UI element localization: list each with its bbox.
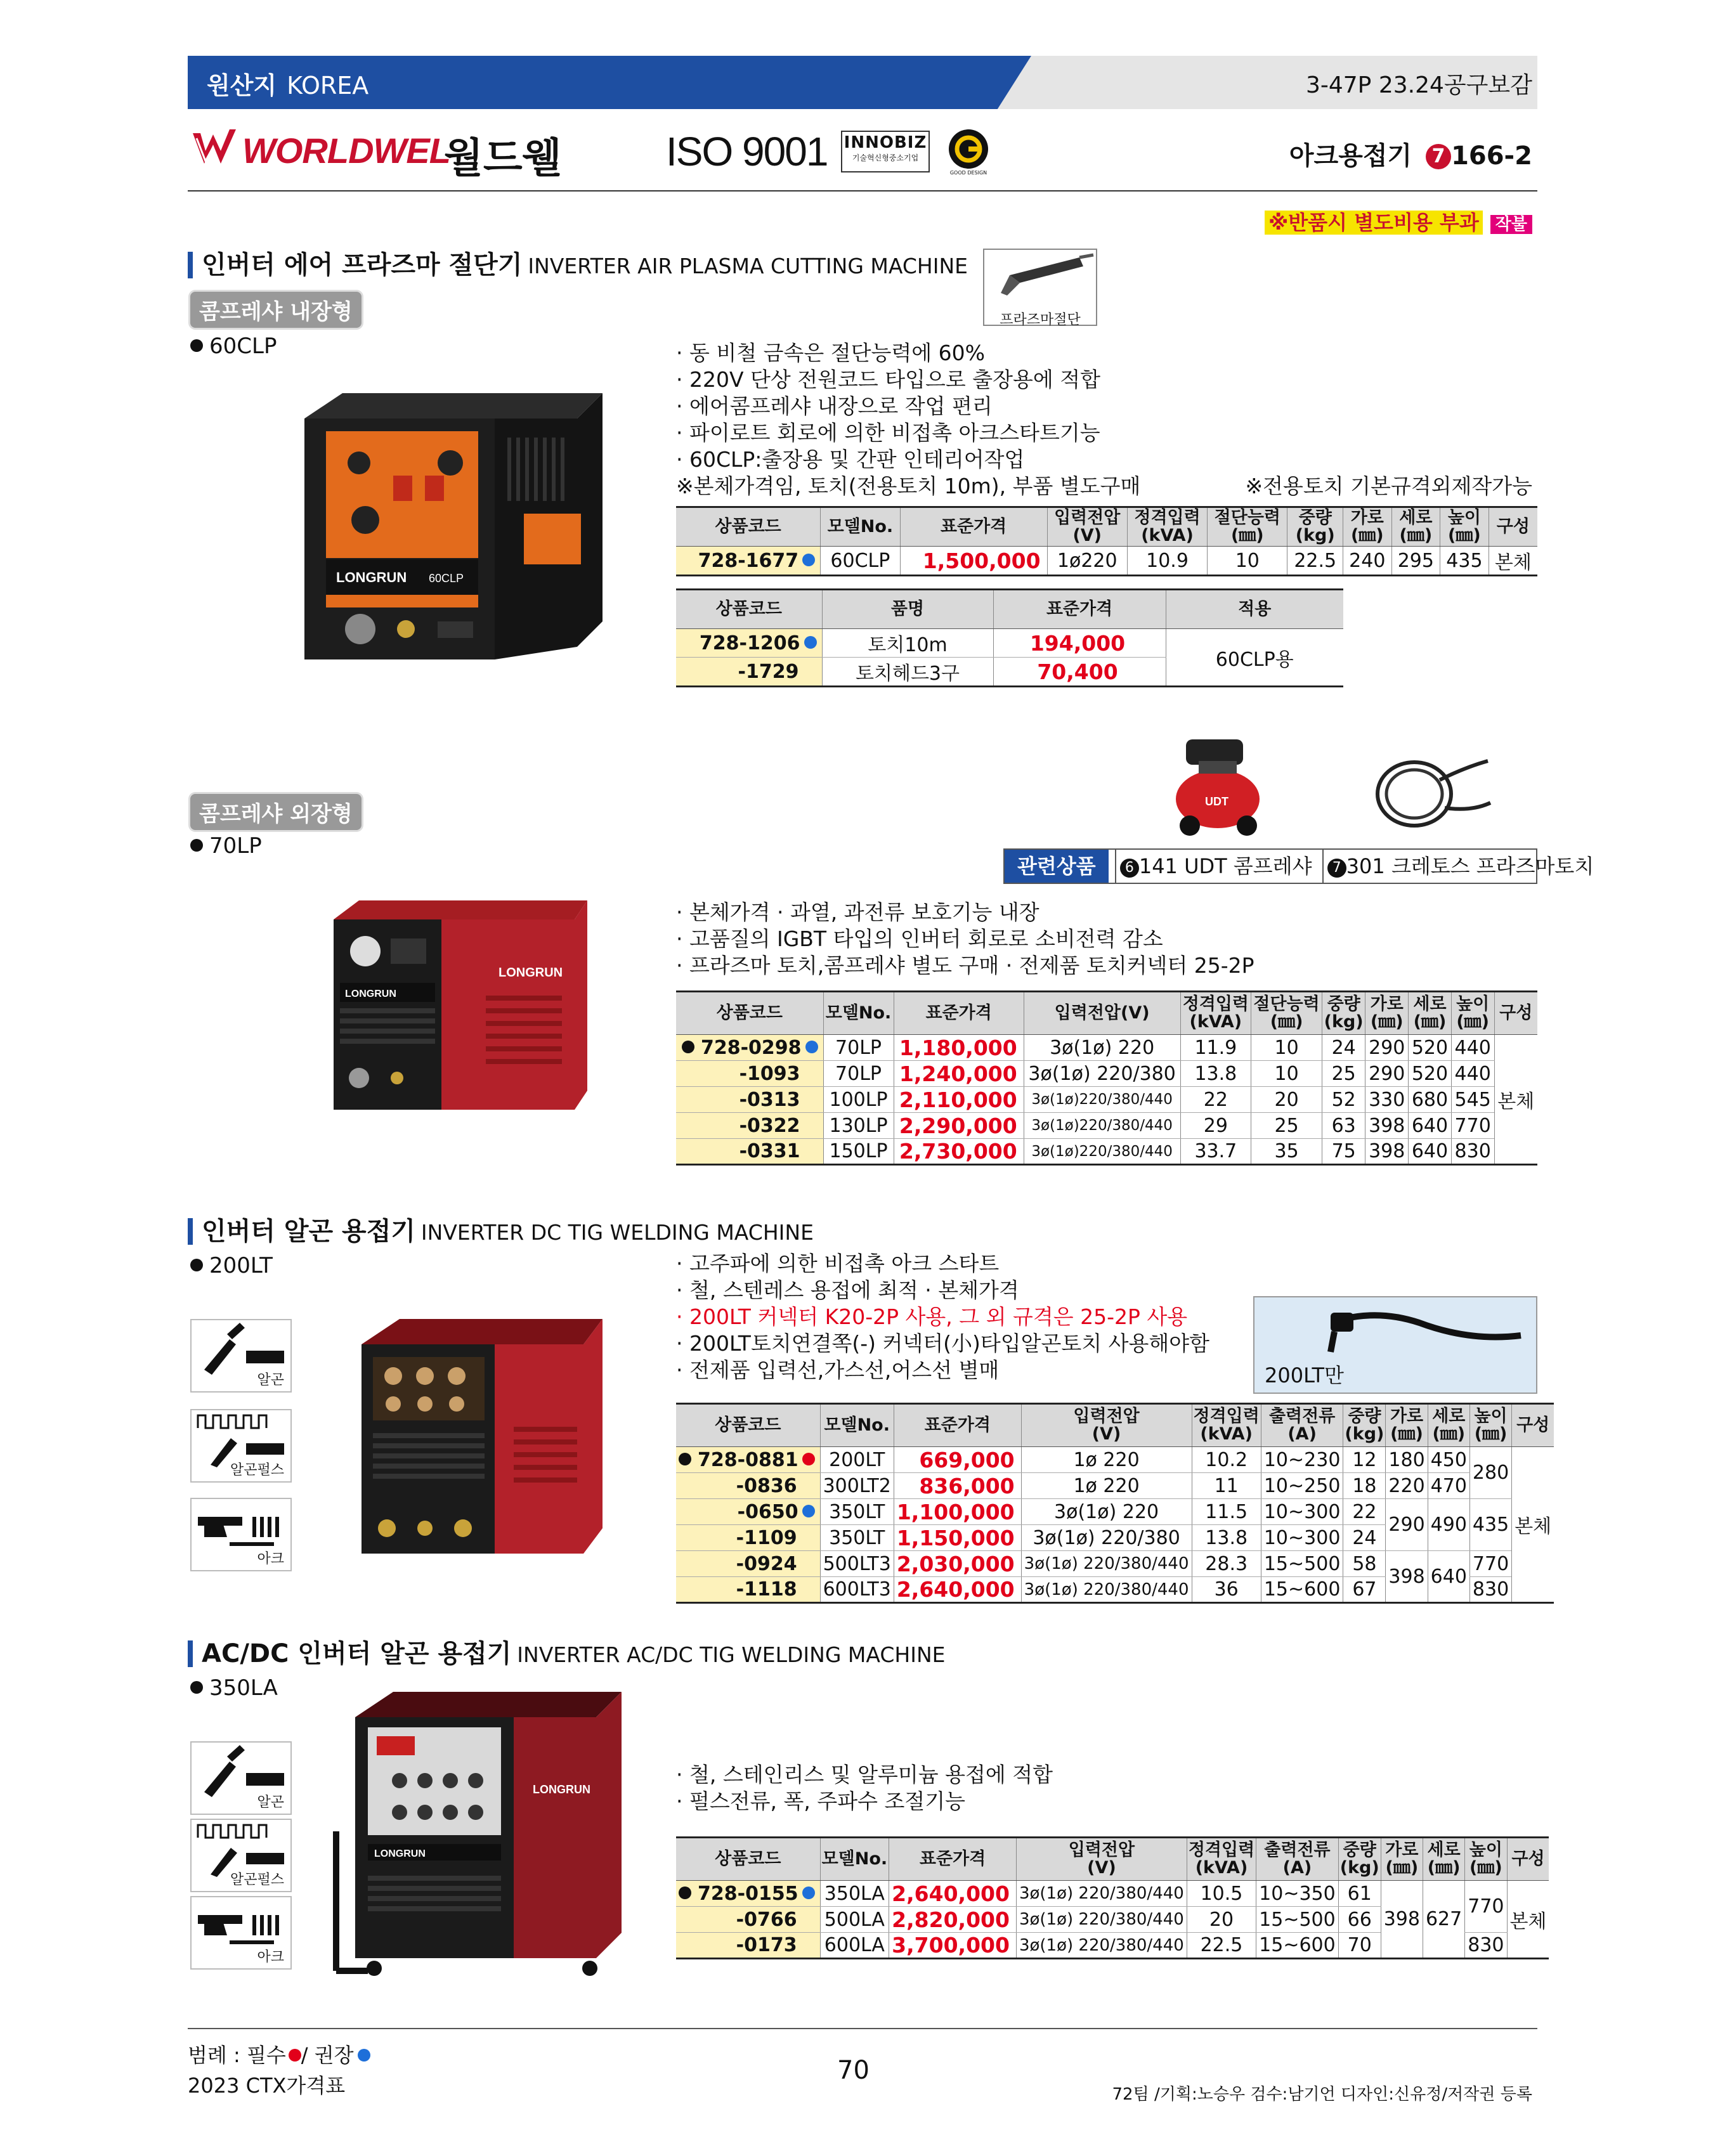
machine-350la-image bbox=[330, 1692, 634, 1977]
icon-box-argon-pulse bbox=[190, 1409, 292, 1483]
features-200lt: · 고주파에 의한 비접촉 아크 스타트 · 철, 스텐레스 용접에 최적 · 본체가격 · 200LT 커넥터 K20-2P 사용, 그 외 규격은 25-2P 사용 · 200LT토치연결쪽(-) 커넥터(小)타입알곤토치 사용해야함 · 전제품 입력선,가스선,어스선 별매 bbox=[676, 1251, 1210, 1382]
icon-box-arc bbox=[190, 1498, 292, 1571]
compressor-image bbox=[1167, 733, 1268, 838]
page-ref: 3-47P 23.24공구보감 bbox=[1305, 72, 1532, 98]
cable-thumbnail-200lt bbox=[1253, 1296, 1537, 1394]
connector-cable-icon bbox=[1254, 1297, 1536, 1367]
credits: 72팀 /기획:노승우 검수:남기언 디자인:신유정/저작권 등록 bbox=[1112, 2085, 1532, 2104]
svg-text:LONGRUN: LONGRUN bbox=[498, 966, 563, 980]
icon-box-argon-pulse-2 bbox=[190, 1819, 292, 1892]
plasma-torch-thumbnail bbox=[983, 249, 1097, 326]
brand-logo: WORLDWEL bbox=[242, 131, 450, 171]
machine-70lp-image bbox=[321, 900, 587, 1122]
table-row: -0313 100LP 2,110,000 3ø(1ø)220/380/440 22 20 52 330 680 545 bbox=[676, 1087, 1537, 1113]
table-row: -0173 600LA 3,700,000 3ø(1ø) 220/380/440 22.5 15~600 70 830 bbox=[676, 1933, 1549, 1959]
category-title: 아크용접기 7 166-2 bbox=[1289, 141, 1532, 171]
return-notice: ※반품시 별도비용 부과 작불 bbox=[1265, 207, 1532, 236]
table-60clp-accessories: 상품코드 품명 표준가격 적용 728-1206 토치10m 194,000 60CLP용 -1729 토치헤드3구 70,400 bbox=[676, 588, 1343, 687]
section-title-dc-tig: 인버터 알곤 용접기 INVERTER DC TIG WELDING MACHINE bbox=[188, 1211, 814, 1247]
icon-box-argon bbox=[190, 1319, 292, 1393]
table-60clp: 상품코드 모델No. 표준가격 입력전압 (V) 정격입력 (kVA) 절단능력 (㎜) 중량 (kg) 가로 (㎜) 세로 (㎜) 높이 (㎜) 구성 728-1677 60CLP 1,500,000 1ø220 10.9 10 22.5 240 295 435 본체 bbox=[676, 506, 1537, 576]
icon-label-argon-pulse: 알곤펄스 bbox=[230, 1872, 284, 1888]
iso-cert: ISO 9001 bbox=[666, 129, 828, 174]
table-row: 728-0155 350LA 2,640,000 3ø(1ø) 220/380/440 10.5 10~350 61 398 627 770 본체 bbox=[676, 1881, 1549, 1907]
catalog-name: 2023 CTX가격표 bbox=[188, 2074, 346, 2098]
table-row: 728-0881 200LT 669,000 1ø 220 10.2 10~230 12 180 450 280 본체 bbox=[676, 1447, 1554, 1473]
table-row: 728-1206 토치10m 194,000 60CLP용 bbox=[676, 629, 1343, 658]
table-row: -1118 600LT3 2,640,000 3ø(1ø) 220/380/440 36 15~600 67 830 bbox=[676, 1577, 1554, 1603]
svg-text:60CLP: 60CLP bbox=[429, 572, 464, 585]
section-title-plasma: 인버터 에어 프라즈마 절단기 INVERTER AIR PLASMA CUTTING MACHINE bbox=[188, 245, 968, 281]
table-row: -0322 130LP 2,290,000 3ø(1ø)220/380/440 29 25 63 398 640 770 bbox=[676, 1113, 1537, 1139]
machine-200lt-image bbox=[342, 1319, 609, 1566]
table-acdc-tig: 상품코드 모델No. 표준가격 입력전압 (V) 정격입력 (kVA) 출력전류 (A) 중량 (kg) 가로 (㎜) 세로 (㎜) 높이 (㎜) 구성 728-0155 350LA 2,640,000 3ø(1ø) 220/380/440 10.5 10~350 61 398 627 770 본체 -0766 500LA 2,820,000 3ø(1ø) 220/380/440 20 15~500 66 -0173 600LA 3,700,000 3ø(1ø) 220/380/440 22.5 15~600 70 830 bbox=[676, 1836, 1549, 1959]
footer-divider bbox=[188, 2028, 1537, 2029]
table-dc-tig: 상품코드 모델No. 표준가격 입력전압 (V) 정격입력 (kVA) 출력전류 (A) 중량 (kg) 가로 (㎜) 세로 (㎜) 높이 (㎜) 구성 728-0881 200LT 669,000 1ø 220 10.2 10~230 12 180 450 280 본체 -0836 300LT2 836,000 1ø 220 11 10~250 18 220 470 -0650 350LT 1,100,000 3ø(1ø) 220 11.5 10~300 22 290 490 435 -1109 350LT 1,150,000 3ø(1ø) 220/380 13.8 10~300 24 -0924 500LT3 2,030,000 3ø(1ø) 220/380/440 28.3 15~500 58 398 640 770 -1118 600LT3 2,640,000 3ø(1ø) 220/380/440 36 15~600 67 830 bbox=[676, 1403, 1554, 1604]
pill-external-compressor: 콤프레샤 외장형 bbox=[190, 794, 362, 830]
machine-60clp-image bbox=[304, 393, 603, 666]
table-row: -0766 500LA 2,820,000 3ø(1ø) 220/380/440 20 15~500 66 bbox=[676, 1907, 1549, 1933]
plasma-torch-label: 프라즈마절단 bbox=[1000, 312, 1081, 328]
model-200lt: 200LT bbox=[190, 1253, 273, 1278]
model-60clp: 60CLP bbox=[190, 334, 277, 359]
icon-label-argon-pulse: 알곤펄스 bbox=[230, 1462, 284, 1478]
worldwel-logo-icon bbox=[190, 126, 238, 171]
svg-text:LONGRUN: LONGRUN bbox=[533, 1783, 590, 1796]
header-divider bbox=[188, 190, 1537, 192]
table-row: 728-0298 70LP 1,180,000 3ø(1ø) 220 11.9 10 24 290 520 440 본체 bbox=[676, 1035, 1537, 1061]
table-row: -0836 300LT2 836,000 1ø 220 11 10~250 18 220 470 bbox=[676, 1473, 1554, 1499]
note-torch-spec: ※전용토치 기본규격외제작가능 bbox=[1245, 474, 1532, 498]
features-350la: · 철, 스테인리스 및 알루미늄 용접에 적합 · 펄스전류, 폭, 주파수 조절기능 bbox=[676, 1762, 1053, 1814]
table-70lp: 상품코드 모델No. 표준가격 입력전압(V) 정격입력 (kVA) 절단능력 (㎜) 중량 (kg) 가로 (㎜) 세로 (㎜) 높이 (㎜) 구성 728-0298 70LP 1,180,000 3ø(1ø) 220 11.9 10 24 290 520 440 본체 -1093 70LP 1,240,000 3ø(1ø) 220/380 13.8 10 25 290 520 440 -0313 100LP 2,110,000 3ø(1ø)220/380/440 22 20 52 330 680 545 -0322 130LP 2,290,000 3ø(1ø)220/380/440 29 25 63 398 640 770 -0331 150LP 2,730,000 3ø(1ø)220/380/440 33.7 35 75 398 640 830 bbox=[676, 990, 1537, 1166]
origin: 원산지 KOREA bbox=[207, 72, 369, 100]
features-70lp: · 본체가격 · 과열, 과전류 보호기능 내장 · 고품질의 IGBT 타입의 인버터 회로로 소비전력 감소 · 프라즈마 토치,콤프레샤 별도 구매 · 전제품 토치커넥터 25-2P bbox=[676, 900, 1254, 978]
plasma-torch-cable-image bbox=[1370, 742, 1497, 837]
svg-text:LONGRUN: LONGRUN bbox=[345, 989, 396, 999]
brand-name-kr: 월드웰 bbox=[444, 135, 562, 182]
good-design-label: GOOD DESIGN bbox=[949, 170, 987, 176]
features-60clp: · 동 비철 금속은 절단능력에 60% · 220V 단상 전원코드 타입으로 출장용에 적합 · 에어콤프레샤 내장으로 작업 편리 · 파이로트 회로에 의한 비접촉 아크스타트기능 · 60CLP:출장용 및 간판 인테리어작업 bbox=[676, 341, 1101, 472]
table-row: -0331 150LP 2,730,000 3ø(1ø)220/380/440 33.7 35 75 398 640 830 bbox=[676, 1139, 1537, 1165]
related-products: 관련상품 6 141 UDT 콤프레샤 7 301 크레토스 프라즈마토치 bbox=[1003, 848, 1537, 884]
good-design-icon bbox=[948, 128, 989, 170]
icon-label-arc: 아크 bbox=[257, 1949, 284, 1965]
svg-text:LONGRUN: LONGRUN bbox=[336, 569, 407, 585]
icon-box-argon-2 bbox=[190, 1741, 292, 1815]
svg-text:UDT: UDT bbox=[1205, 795, 1228, 808]
pill-builtin-compressor: 콤프레샤 내장형 bbox=[190, 292, 362, 328]
note-body-price: ※본체가격임, 토치(전용토치 10m), 부품 별도구매 bbox=[676, 474, 1141, 498]
table-row: -0650 350LT 1,100,000 3ø(1ø) 220 11.5 10~300 22 290 490 435 bbox=[676, 1499, 1554, 1525]
section-title-acdc-tig: AC/DC 인버터 알곤 용접기 INVERTER AC/DC TIG WELDING MACHINE bbox=[188, 1633, 946, 1670]
table-row: -1093 70LP 1,240,000 3ø(1ø) 220/380 13.8 10 25 290 520 440 bbox=[676, 1061, 1537, 1087]
icon-label-arc: 아크 bbox=[257, 1551, 284, 1567]
table-row: 728-1677 60CLP 1,500,000 1ø220 10.9 10 22.5 240 295 435 본체 bbox=[676, 547, 1537, 576]
legend: 범례 : 필수 / 권장 bbox=[188, 2039, 370, 2068]
plasma-torch-icon bbox=[984, 250, 1096, 304]
table-row: -1729 토치헤드3구 70,400 bbox=[676, 658, 1343, 687]
model-70lp: 70LP bbox=[190, 833, 262, 859]
icon-box-arc-2 bbox=[190, 1896, 292, 1970]
page-number: 70 bbox=[837, 2056, 870, 2085]
icon-label-argon: 알곤 bbox=[257, 1795, 284, 1810]
table-row: -0924 500LT3 2,030,000 3ø(1ø) 220/380/440 28.3 15~500 58 398 640 770 bbox=[676, 1551, 1554, 1577]
icon-label-argon: 알곤 bbox=[257, 1372, 284, 1388]
cable-label: 200LT만 bbox=[1265, 1363, 1344, 1387]
table-row: -1109 350LT 1,150,000 3ø(1ø) 220/380 13.8 10~300 24 bbox=[676, 1525, 1554, 1551]
model-350la: 350LA bbox=[190, 1675, 278, 1701]
svg-text:LONGRUN: LONGRUN bbox=[374, 1848, 426, 1859]
innobiz-badge: INNOBIZ 기술혁신형중소기업 bbox=[841, 131, 930, 172]
